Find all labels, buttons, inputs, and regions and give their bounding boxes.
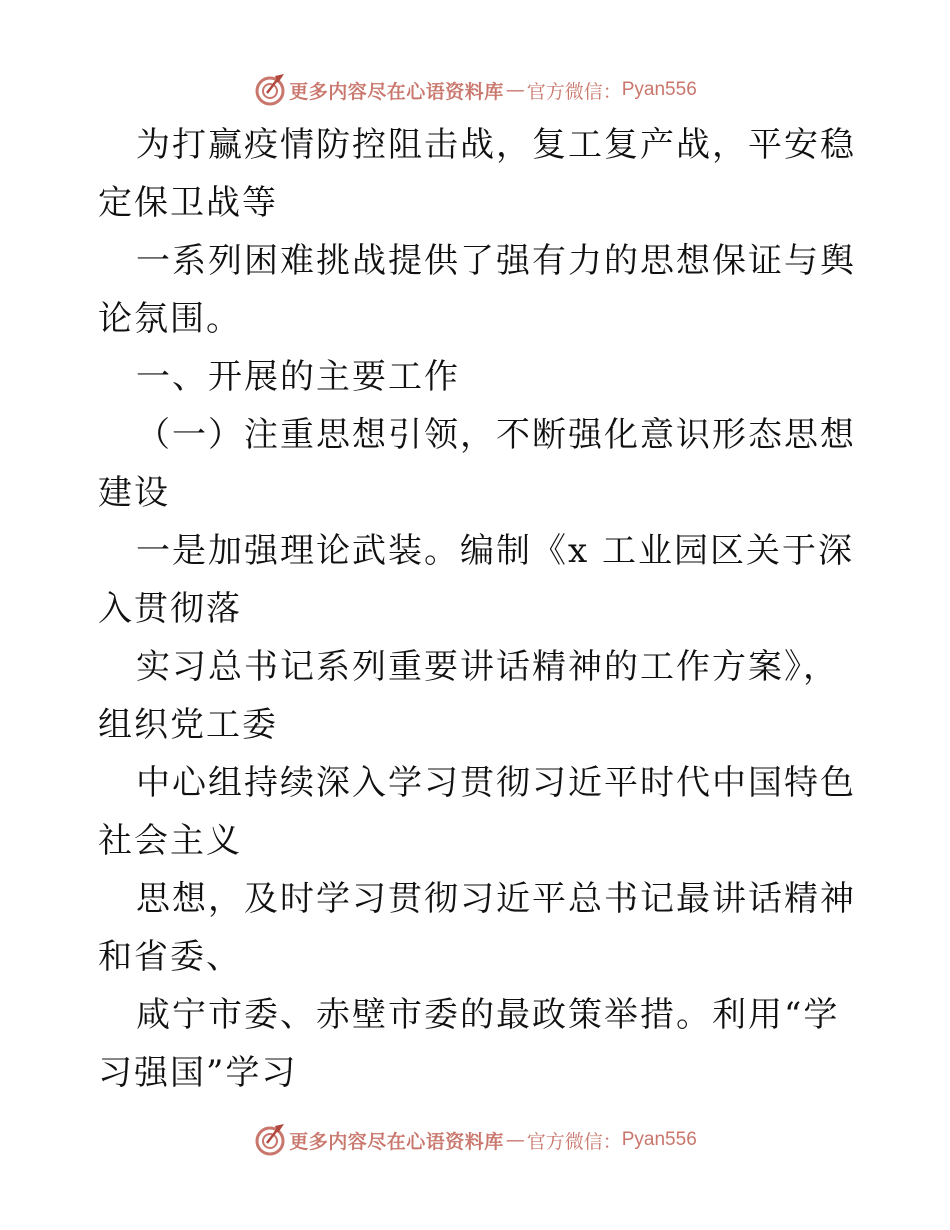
watermark-handle: Pyan556 <box>621 1129 697 1150</box>
paragraph: 一是加强理论武装。编制《x 工业园区关于深入贯彻落 <box>98 531 854 629</box>
section-heading: 一、开展的主要工作 <box>136 357 460 397</box>
watermark-site: 更多内容尽在心语资料库 <box>289 1130 504 1153</box>
watermark-separator: — <box>505 1129 525 1151</box>
document-body <box>98 116 858 1102</box>
watermark-label: 官方微信： <box>526 1130 622 1153</box>
watermark-separator: — <box>505 79 525 101</box>
paragraph: 一系列困难挑战提供了强有力的思想保证与舆论氛围。 <box>98 241 856 339</box>
watermark-site: 更多内容尽在心语资料库 <box>289 80 504 103</box>
subsection-heading: （一）注重思想引领，不断强化意识形态思想建设 <box>98 415 856 513</box>
quill-circle-logo-icon <box>253 1123 287 1157</box>
watermark-handle: Pyan556 <box>621 79 697 100</box>
footer-watermark <box>0 1120 950 1160</box>
watermark-label: 官方微信： <box>526 80 622 103</box>
paragraph: 中心组持续深入学习贯彻习近平时代中国特色社会主义 <box>98 763 856 861</box>
header-watermark <box>0 70 950 110</box>
paragraph: 咸宁市委、赤壁市委的最政策举措。利用“学习强国”学习 <box>98 995 840 1093</box>
paragraph: 思想，及时学习贯彻习近平总书记最讲话精神和省委、 <box>98 879 856 977</box>
paragraph: 为打赢疫情防控阻击战，复工复产战，平安稳定保卫战等 <box>98 125 856 223</box>
quill-circle-logo-icon <box>253 73 287 107</box>
paragraph: 实习总书记系列重要讲话精神的工作方案》，组织党工委 <box>98 647 839 745</box>
